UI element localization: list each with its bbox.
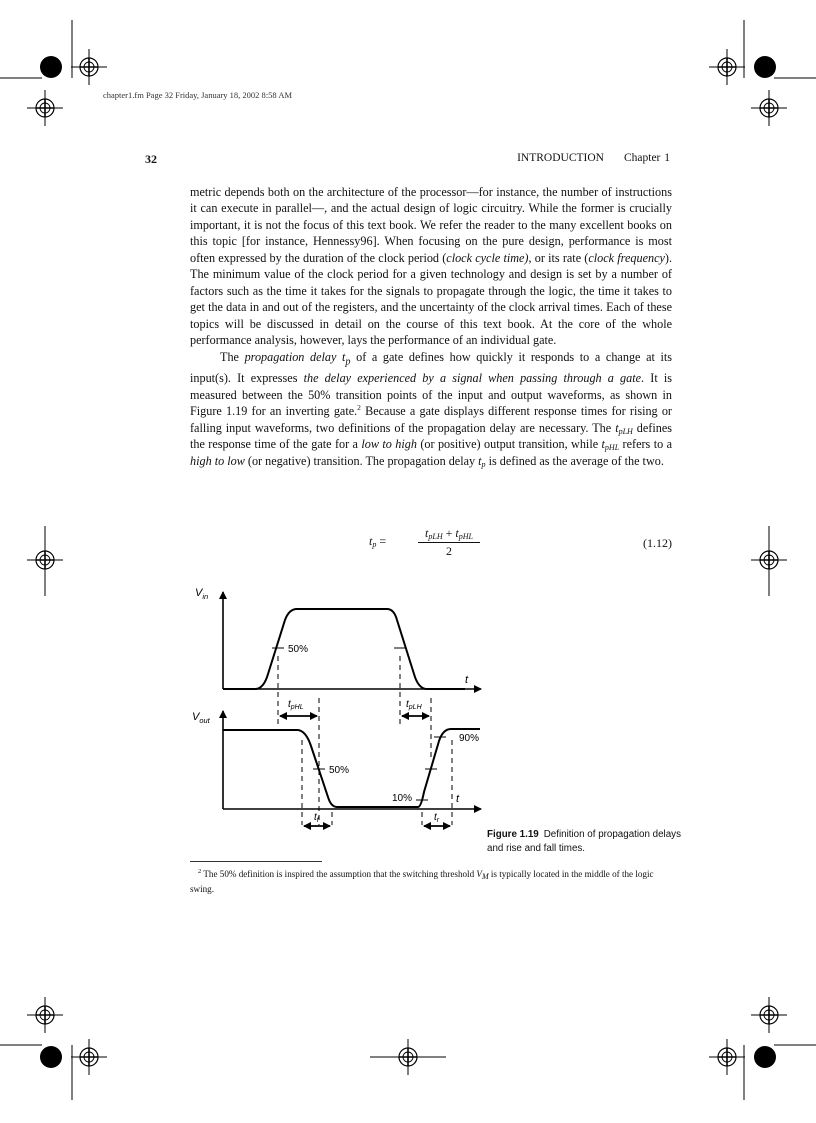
text-run: The bbox=[220, 349, 245, 364]
text-run: metric depends both on the architecture of the processor—for instance, the number of instructions it can execute in parallel—, and the actual design of logic circuitry. While the former is crucially important, it is not the focus of this text book. We refer the reader to the many excellent books on this topic [for instance, Hennessy96]. When focusing on the pure design, performance is most often expressed by the duration of the clock period ( bbox=[190, 185, 672, 265]
math-symbol: t bbox=[478, 453, 482, 468]
italic-term: clock frequency bbox=[588, 250, 665, 265]
equation-1-12 bbox=[190, 524, 672, 568]
math-symbol: t bbox=[425, 526, 429, 540]
vout-t-label: t bbox=[456, 793, 460, 805]
vout-10-percent-label: 10% bbox=[392, 793, 413, 804]
italic-term: the delay experienced by a signal when passing through a gate bbox=[303, 371, 642, 386]
text-run: , or its rate ( bbox=[528, 250, 589, 265]
math-subscript: pLH bbox=[428, 532, 443, 541]
italic-term: low to high bbox=[361, 437, 417, 452]
figure-caption bbox=[487, 828, 687, 856]
tphl-label: $t_{pHL}$ bbox=[288, 699, 304, 711]
footnote bbox=[190, 867, 672, 897]
tr-label: $t_r$ bbox=[434, 812, 440, 824]
registration-mark-bottom-left bbox=[0, 997, 107, 1100]
math-symbol: t bbox=[601, 437, 605, 452]
registration-mark-mid-left bbox=[27, 526, 63, 596]
running-header bbox=[517, 152, 670, 164]
running-header-section: INTRODUCTION bbox=[517, 152, 604, 164]
footnote-number: 2 bbox=[198, 868, 202, 875]
registration-mark-top-left-2 bbox=[0, 78, 63, 126]
text-run: is defined as the average of the two. bbox=[485, 453, 664, 468]
math-symbol: t bbox=[615, 420, 619, 435]
running-header-chapter: Chapter 1 bbox=[623, 152, 670, 164]
math-subscript: M bbox=[481, 872, 489, 881]
math-subscript: p bbox=[481, 459, 486, 469]
math-subscript: pHL bbox=[458, 532, 473, 541]
vin-t-label: t bbox=[465, 674, 469, 686]
tf-label: $t_f$ bbox=[314, 812, 319, 824]
fraction-denominator: 2 bbox=[446, 544, 452, 558]
vin-axis-label: $V_{in}$ bbox=[195, 587, 209, 601]
registration-mark-top-right bbox=[709, 20, 776, 85]
math-symbol: V bbox=[476, 869, 482, 879]
plus-sign: + bbox=[442, 526, 456, 540]
subscript: p bbox=[345, 355, 351, 367]
math-symbol: t bbox=[455, 526, 459, 540]
body-text bbox=[190, 184, 672, 469]
text-run: of a gate defines how quickly it responds to a change at its input(s). It expresses bbox=[190, 349, 672, 386]
equation-lhs bbox=[369, 534, 386, 549]
paragraph-1 bbox=[190, 184, 672, 349]
text-run: The 50% definition is inspired the assumption that the switching threshold bbox=[201, 869, 477, 879]
text-run: . It is measured between the 50% transition points of the input and output waveforms, as shown in Figure 1.19 for an inverting gate. bbox=[190, 371, 673, 419]
text-run: (or negative) transition. The propagation delay bbox=[244, 453, 479, 468]
registration-mark-bottom-center bbox=[370, 1039, 446, 1075]
footnote-reference[interactable]: 2 bbox=[357, 403, 361, 413]
italic-term: clock cycle time) bbox=[446, 250, 529, 265]
math-symbol: t bbox=[369, 534, 373, 548]
figure-caption-label: Figure 1.19 bbox=[487, 829, 539, 840]
text-run: is typically located in the middle of the logic swing. bbox=[190, 869, 654, 894]
text-run: refers to a bbox=[619, 437, 672, 452]
math-subscript: pLH bbox=[618, 426, 633, 436]
italic-term: propagation delay t bbox=[244, 349, 346, 364]
vout-waveform bbox=[223, 729, 480, 807]
registration-mark-top-left bbox=[40, 20, 107, 85]
equation-fraction bbox=[418, 526, 480, 559]
equation-number: (1.12) bbox=[643, 536, 672, 550]
vin-waveform bbox=[223, 609, 465, 689]
registration-mark-mid-right bbox=[751, 526, 787, 596]
footnote-rule bbox=[190, 861, 322, 862]
vout-50-percent-label: 50% bbox=[329, 765, 350, 776]
figure-caption-text: Definition of propagation delays and rise and fall times. bbox=[487, 829, 681, 854]
italic-term: high to low bbox=[190, 453, 245, 468]
paragraph-2 bbox=[190, 349, 672, 470]
text-run: Because a gate displays different response times for rising or falling input waveforms, two definitions of the propagation delay are necessary. The bbox=[190, 404, 672, 435]
equals-sign: = bbox=[379, 534, 387, 548]
registration-mark-top-right-2 bbox=[751, 78, 816, 126]
print-slug: chapter1.fm Page 32 Friday, January 18, 2002 8:58 AM bbox=[103, 90, 293, 100]
vout-90-percent-label: 90% bbox=[459, 733, 480, 744]
vin-50-percent-label: 50% bbox=[288, 644, 309, 655]
vout-axis-label: $V_{out}$ bbox=[192, 711, 210, 725]
text-run: ). The minimum value of the clock period for a given technology and design is set by a number of factors such as the time it takes for the signals to propagate through the logic, the time it takes to get the data in and out of the registers, and the uncertainty of the clock arrival times. Each of these topics will be discussed in detail on the course of this text book. At the core of the whole performance analysis, however, lays the performance of an individual gate. bbox=[190, 250, 672, 348]
text-run: (or positive) output transition, while bbox=[416, 437, 602, 452]
text-run: defines the response time of the gate for a bbox=[190, 420, 672, 452]
math-subscript: pHL bbox=[604, 443, 620, 453]
fraction-numerator bbox=[418, 526, 480, 543]
figure-1-19-waveforms bbox=[180, 580, 500, 842]
page-number: 32 bbox=[145, 152, 157, 166]
tplh-label: $t_{pLH}$ bbox=[406, 699, 422, 711]
math-subscript: p bbox=[372, 540, 377, 549]
registration-mark-bottom-right bbox=[709, 997, 816, 1100]
